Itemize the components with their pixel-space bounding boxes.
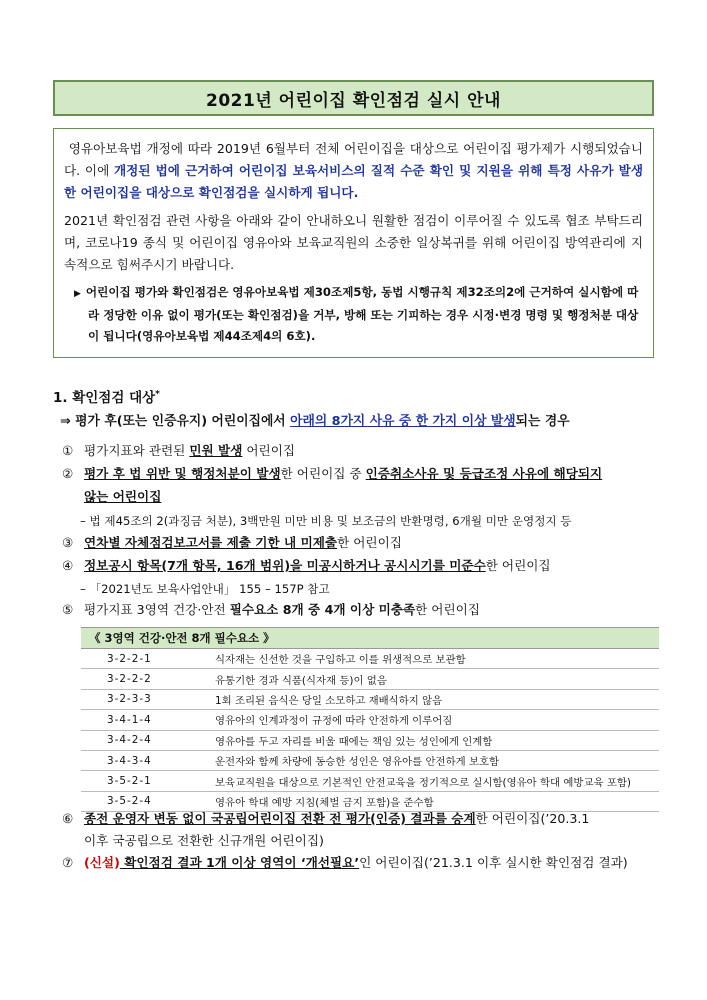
list-item-2-cont	[84, 486, 161, 508]
new-tag: (신설)	[84, 855, 120, 870]
intro-text: 영유아보육법 개정에 따라 2019년 6월부터 전체 어린이집을 대상으로 어린이집 평가제가 시행되었습니다. 이에	[64, 141, 643, 178]
item-number: ⑦	[62, 855, 74, 870]
element-description: 영유아를 두고 자리를 비울 때에는 책임 있는 성인에게 인계함	[215, 730, 659, 750]
item-text: 평가지표와 관련된	[84, 443, 190, 458]
item-text: 한 어린이집	[415, 602, 480, 617]
element-description: 보육교직원을 대상으로 기본적인 안전교육을 정기적으로 실시함(영유아 학대 예방교육 포함)	[215, 771, 659, 791]
item-number: ④	[62, 558, 74, 573]
lead-text-c: 되는 경우	[515, 414, 570, 429]
element-description: 1회 조리된 음식은 당일 소모하고 재배식하지 않음	[215, 689, 659, 709]
intro-box	[53, 128, 654, 358]
element-code: 3-4-2-4	[81, 730, 215, 750]
lead-highlight: 아래의 8가지 사유 중 한 가지 이상 발생	[290, 414, 516, 429]
list-item-6	[62, 808, 589, 830]
item-text: 한 어린이집	[337, 535, 402, 550]
item-number: ③	[62, 535, 74, 550]
list-item-5	[62, 599, 480, 621]
item-number: ⑥	[62, 811, 74, 826]
element-description: 영유아의 인계과정이 규정에 따라 안전하게 이루어짐	[215, 710, 659, 730]
item-text: 한 어린이집	[485, 558, 551, 573]
table-row	[81, 669, 659, 689]
item-text: 평가지표 3영역 건강·안전	[84, 602, 230, 617]
item-text: 한 어린이집(’20.3.1	[475, 811, 590, 826]
element-description: 운전자와 함께 차량에 동승한 성인은 영유아를 안전하게 보호함	[215, 750, 659, 770]
intro-paragraph-2: 2021년 확인점검 관련 사항을 아래와 같이 안내하오니 원활한 점검이 이루어질 수 있도록 협조 부탁드리며, 코로나19 종식 및 어린이집 영유아와 보육교직원의 소중한 일상복귀를 위해 어린이집 방역관리에 지속적으로 힘써주시기 바랍니다.	[64, 213, 643, 272]
list-item-7	[62, 852, 628, 874]
item-emphasis: 확인점검 결과 1개 이상 영역이 ‘개선필요’	[119, 855, 360, 870]
item-emphasis: 평가 후 법 위반 및 행정처분이 발생	[84, 466, 281, 481]
table-row	[81, 750, 659, 770]
item-text: 인 어린이집(’21.3.1 이후 실시한 확인점검 결과)	[359, 855, 628, 870]
table-header: 《 3영역 건강·안전 8개 필수요소 》	[81, 628, 659, 649]
footnote-mark: *	[155, 389, 160, 400]
list-item-2	[62, 463, 602, 485]
item-emphasis: 민원 발생	[189, 443, 243, 458]
item-emphasis: 종전 운영자 변동 없이 국공립어린이집 전환 전 평가(인증) 결과를 승계	[84, 811, 476, 826]
table-row	[81, 730, 659, 750]
triangle-bullet-icon: ▶	[74, 289, 81, 299]
item-emphasis: 연차별 자체점검보고서를 제출 기한 내 미제출	[84, 535, 338, 550]
list-item-1	[62, 440, 295, 462]
item-emphasis: 않는 어린이집	[84, 489, 162, 504]
element-code: 3-4-3-4	[81, 750, 215, 770]
list-item-6-cont: 이후 국공립으로 전환한 신규개원 어린이집)	[84, 833, 324, 848]
list-item-3	[62, 532, 402, 554]
list-item-2-detail: – 법 제45조의 2(과징금 처분), 3백만원 미만 비용 및 보조금의 반환명령, 6개월 미만 운영정지 등	[80, 514, 572, 528]
item-number: ②	[62, 466, 74, 481]
lead-text-a: ⇒ 평가 후(또는 인증유지) 어린이집에서	[60, 414, 291, 429]
element-code: 3-4-1-4	[81, 710, 215, 730]
element-description: 영유아 학대 예방 지침(체벌 금지 포함)을 준수함	[215, 791, 659, 811]
item-text: 한 어린이집 중	[280, 466, 366, 481]
element-code: 3-5-2-4	[81, 791, 215, 811]
element-description: 유통기한 경과 식품(식자재 등)이 없음	[215, 669, 659, 689]
table-row	[81, 649, 659, 669]
element-code: 3-5-2-1	[81, 771, 215, 791]
table-row	[81, 771, 659, 791]
legal-note-text: 어린이집 평가와 확인점검은 영유아보육법 제30조제5항, 동법 시행규칙 제32조의2에 근거하여 실시함에 따라 정당한 이유 없이 평가(또는 확인점검)을 거부, 방해 또는 기피하는 경우 시정·변경 명령 및 행정처분 대상이 됩니다(영유아보육법 제44조제4의 6호).	[85, 285, 639, 343]
table-row	[81, 689, 659, 709]
element-code: 3-2-3-3	[81, 689, 215, 709]
item-text: 어린이집	[242, 443, 296, 458]
item-number: ①	[62, 443, 74, 458]
item-emphasis: 정보공시 항목(7개 항목, 16개 범위)을 미공시하거나 공시시기를 미준수	[84, 558, 486, 573]
item-emphasis: 인증취소사유 및 등급조정 사유에 해당되지	[365, 466, 603, 481]
section-title	[53, 386, 160, 406]
element-code: 3-2-2-2	[81, 669, 215, 689]
table-row	[81, 710, 659, 730]
legal-note	[64, 282, 643, 347]
section-lead	[60, 410, 570, 429]
intro-highlight: 개정된 법에 근거하여 어린이집 보육서비스의 질적 수준 확인 및 지원을 위해 특정 사유가 발생한 어린이집을 대상으로 확인점검을 실시하게 됩니다.	[64, 163, 643, 200]
item-emphasis: 필수요소 8개 중 4개 이상 미충족	[229, 602, 416, 617]
list-item-4-detail: – 「2021년도 보육사업안내」 155 – 157P 참고	[80, 582, 330, 596]
intro-paragraph-1	[64, 138, 643, 204]
safety-elements-table	[81, 627, 659, 812]
element-description: 식자재는 신선한 것을 구입하고 이를 위생적으로 보관함	[215, 649, 659, 669]
element-code: 3-2-2-1	[81, 649, 215, 669]
page-title: 2021년 어린이집 확인점검 실시 안내	[53, 80, 654, 116]
section-title-text: 1. 확인점검 대상	[53, 390, 156, 406]
list-item-4	[62, 555, 551, 577]
item-number: ⑤	[62, 602, 74, 617]
